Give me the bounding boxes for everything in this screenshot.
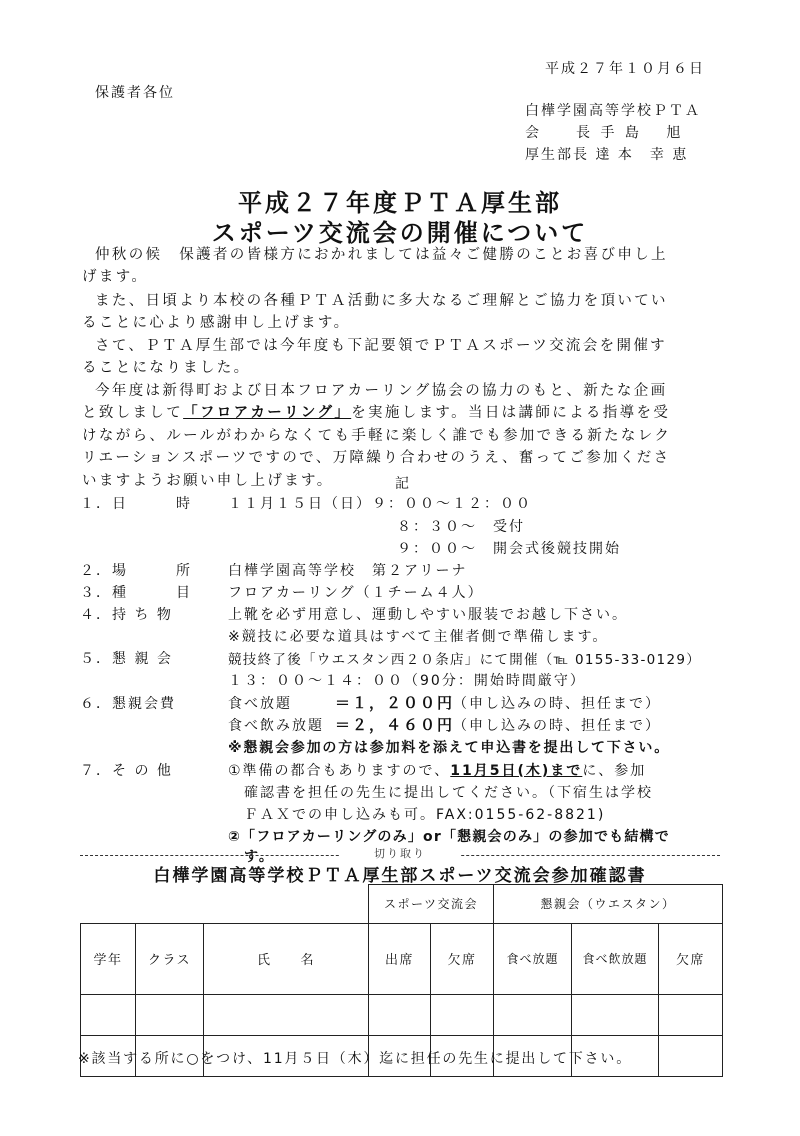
item-2-label: ２．場 所 [80,563,192,579]
fee-1-note: （申し込みの時、担任まで） [453,696,661,712]
body-line-8-post: を実施します。当日は講師による指導を受 [351,405,671,421]
table-row [81,994,723,1035]
header-buffet-drink: 食べ飲放題 [572,923,659,994]
header-absent-sports: 欠席 [431,923,494,994]
floor-curling-emphasis: 「フロアカーリング」 [183,405,352,421]
sender-welfare-head: 厚生部長 達 本 幸 恵 [525,147,689,163]
body-line-1: 仲秋の候 保護者の皆様方におかれましては益々ご健勝のことお喜び申し上 [95,247,668,263]
item-7-note-1 [228,760,646,780]
header-absent-party: 欠席 [659,923,723,994]
cell-buffet[interactable] [494,994,572,1035]
issue-date: 平成２７年１０月６日 [545,61,705,77]
item-1-sub-2: ９：００～ 開会式後競技開始 [397,541,621,557]
recipient: 保護者各位 [95,85,175,101]
item-5-value: 競技終了後「ウエスタン西２０条店」にて開催（℡ 0155-33-0129） [228,652,702,668]
ki-mark: 記 [395,476,411,492]
party-fee-notice: ※懇親会参加の方は参加料を添えて申込書を提出して下さい。 [228,740,671,756]
title-line-1: 平成２７年度ＰＴＡ厚生部 [238,189,562,217]
table-header-row [81,923,723,994]
item-1-value: １１月１５日（日）９：００～１２：００ [228,496,532,512]
body-line-3: また、日頃より本校の各種ＰＴＡ活動に多大なるご理解とご協力を頂いてい [95,293,668,309]
fee-1-label: 食べ放題 [228,696,292,712]
header-grade: 学年 [81,923,136,994]
cell-absent-party[interactable] [659,1035,723,1076]
header-sports-group: スポーツ交流会 [369,885,494,924]
item-5-label: ５．懇 親 会 [80,651,173,667]
item-7-note-2-line-1: ②「フロアカーリングのみ」or「懇親会のみ」の参加でも結構で [228,829,670,845]
cell-absent-sports[interactable] [431,994,494,1035]
item-3-value: フロアカーリング（１チーム４人） [228,585,484,601]
note-1-pre: ①準備の都合もありますので、 [228,763,451,779]
fee-2-label: 食べ飲み放題 [228,718,324,734]
body-line-6: ることになりました。 [82,360,251,376]
item-7-note-1-line-2: 確認書を担任の先生に提出してください。（下宿生は学校 [244,785,653,801]
item-4-label: ４．持 ち 物 [80,607,173,623]
table-header-group-row [81,885,723,924]
body-line-10: リエーションスポーツですので、万障繰り合わせのうえ、奮ってご参加くださ [82,450,671,466]
item-3-label: ３．種 目 [80,585,192,601]
header-class: クラス [136,923,204,994]
fee-2-amount: ＝２，４６０円 [335,716,455,734]
sender-president: 会 長 手 島 旭 [525,125,684,141]
item-7-note-1-line-3: ＦＡＸでの申し込みも可。FAX:0155-62-8821) [244,807,606,823]
item-4-value: 上靴を必ず用意し、運動しやすい服装でお越し下さい。 [228,607,628,623]
body-line-9: けながら、ルールがわからなくても手軽に楽しく誰でも参加できる新たなレク [82,428,672,444]
cell-class[interactable] [136,994,204,1035]
item-2-value: 白樺学園高等学校 第２アリーナ [228,563,468,579]
cell-attend[interactable] [369,994,431,1035]
item-1-sub-1: ８：３０～ 受付 [397,519,525,535]
body-line-8-pre: と致しまして [82,405,184,421]
title-line-2: スポーツ交流会の開催について [211,219,589,247]
body-line-8 [82,401,670,422]
body-line-11: いますようお願い申し上げます。 [82,473,334,489]
header-name: 氏 名 [204,923,369,994]
body-line-7: 今年度は新得町および日本フロアカーリング協会の協力のもと、新たな企画 [95,383,668,399]
note-1-post: に、参加 [582,763,647,779]
sender-org: 白樺学園高等学校ＰＴＡ [525,103,701,119]
body-line-2: げます。 [82,269,149,285]
cell-buffet-drink[interactable] [572,994,659,1035]
item-7-note-2-line-2: す。 [244,849,275,865]
form-title: 白樺学園高等学校ＰＴＡ厚生部スポーツ交流会参加確認書 [153,866,647,886]
body-line-5: さて、ＰＴＡ厚生部では今年度も下記要領でＰＴＡスポーツ交流会を開催す [95,338,668,354]
header-buffet: 食べ放題 [494,923,572,994]
cell-name[interactable] [204,994,369,1035]
item-4-sub: ※競技に必要な道具はすべて主催者側で準備します。 [228,629,609,645]
header-attend: 出席 [369,923,431,994]
cell-grade[interactable] [81,994,136,1035]
fee-1-amount: ＝１，２００円 [335,694,455,712]
header-party-group: 懇親会（ウエスタン） [494,885,723,924]
cell-absent-party[interactable] [659,994,723,1035]
item-1-label: １．日 時 [80,496,192,512]
fee-2-note: （申し込みの時、担任まで） [453,718,661,734]
item-5-sub: １３：００～１４：００（90分：開始時間厳守） [228,673,586,689]
body-line-4: ることに心より感謝申し上げます。 [82,315,351,331]
deadline-emphasis: 11月5日(木)まで [450,763,583,779]
footer-note: ※該当する所に○をつけ、11月５日（木）迄に担任の先生に提出して下さい。 [78,1051,632,1067]
item-6-label: ６．懇親会費 [80,696,176,712]
cut-label: 切り取り [340,845,460,861]
item-7-label: ７．そ の 他 [80,763,173,779]
